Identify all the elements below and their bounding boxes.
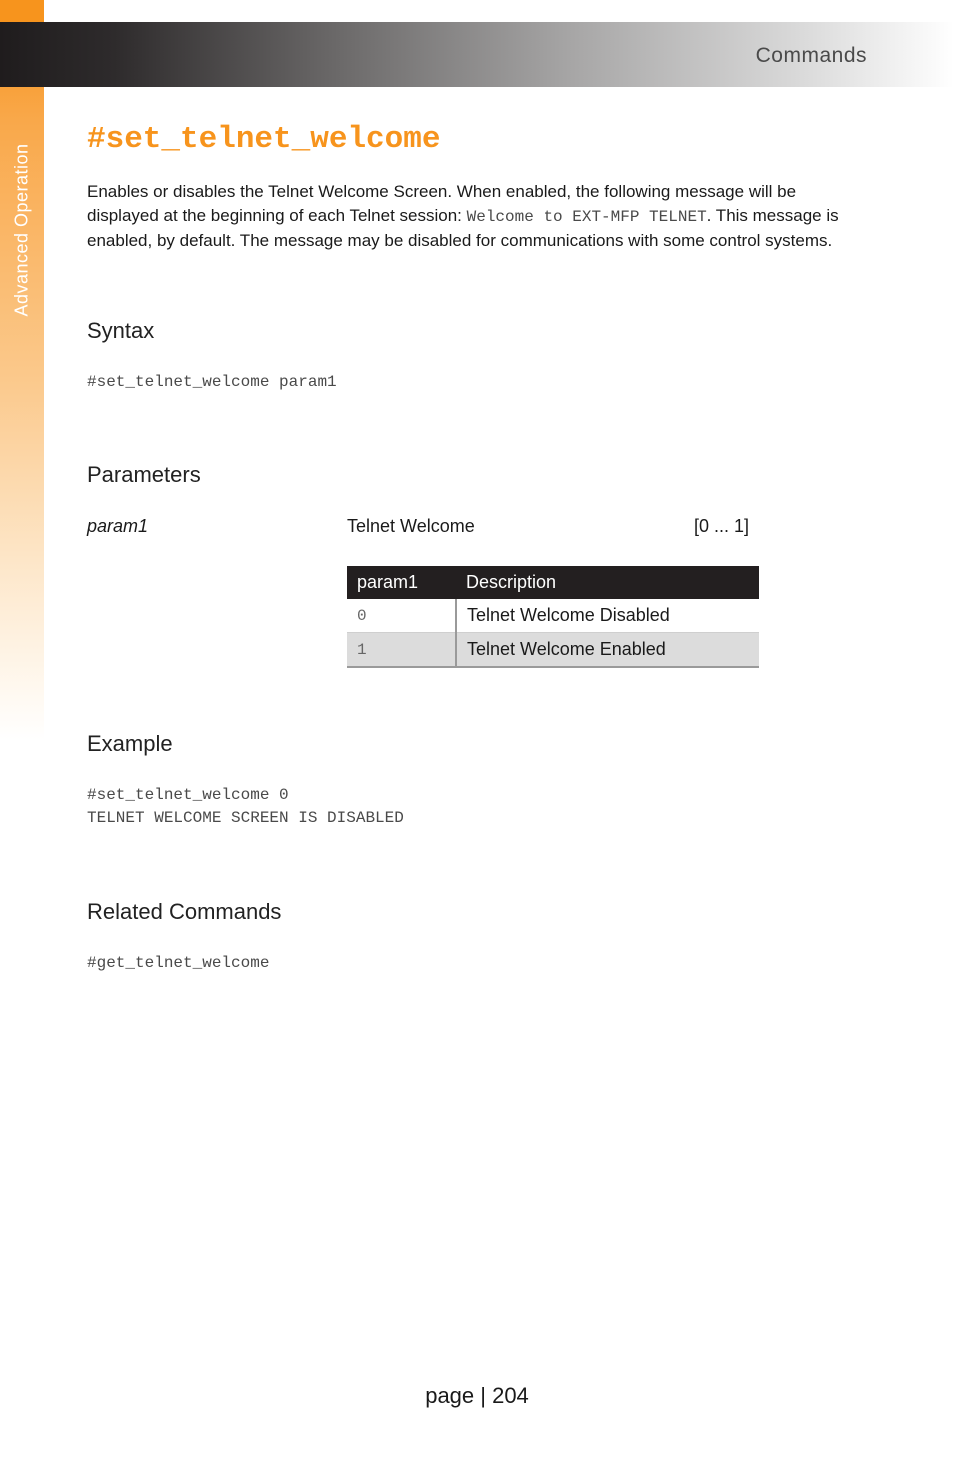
table-row — [347, 599, 759, 633]
page-number: page | 204 — [425, 1383, 529, 1408]
related-commands-heading: Related Commands — [87, 899, 282, 924]
param-description: Telnet Welcome — [347, 516, 475, 536]
table-header-row — [347, 566, 759, 599]
example-line-1: #set_telnet_welcome 0 — [87, 786, 289, 804]
example-line-2: TELNET WELCOME SCREEN IS DISABLED — [87, 809, 404, 827]
description-text-2: . This message is enabled, by default. The message may be disabled for communications with some control systems. — [87, 205, 839, 250]
related-command-link[interactable]: #get_telnet_welcome — [87, 954, 270, 972]
command-description — [87, 180, 847, 253]
parameters-heading: Parameters — [87, 462, 201, 487]
parameter-table — [347, 566, 759, 668]
table-cell-description: Telnet Welcome Disabled — [456, 599, 759, 633]
table-cell-description: Telnet Welcome Enabled — [456, 633, 759, 668]
side-tab — [0, 0, 44, 740]
header-section-title: Commands — [755, 44, 867, 67]
syntax-code: #set_telnet_welcome param1 — [87, 373, 337, 391]
table-header-param: param1 — [347, 566, 456, 599]
table-row — [347, 633, 759, 668]
example-heading: Example — [87, 731, 173, 756]
description-text-1: Enables or disables the Telnet Welcome Screen. When enabled, the following message will be displayed at the beginning of each Telnet session: — [87, 182, 797, 225]
description-code: Welcome to EXT-MFP TELNET — [466, 207, 707, 226]
table-cell-value: 0 — [347, 599, 456, 633]
side-label-text: Advanced Operation — [11, 143, 32, 317]
table-cell-value: 1 — [347, 633, 456, 668]
param-range: [0 ... 1] — [694, 516, 750, 536]
header-bar — [0, 22, 954, 87]
table-header-description: Description — [456, 566, 759, 599]
side-label — [0, 130, 44, 330]
command-title: #set_telnet_welcome — [87, 122, 441, 157]
param-name: param1 — [87, 516, 149, 536]
syntax-heading: Syntax — [87, 318, 155, 343]
